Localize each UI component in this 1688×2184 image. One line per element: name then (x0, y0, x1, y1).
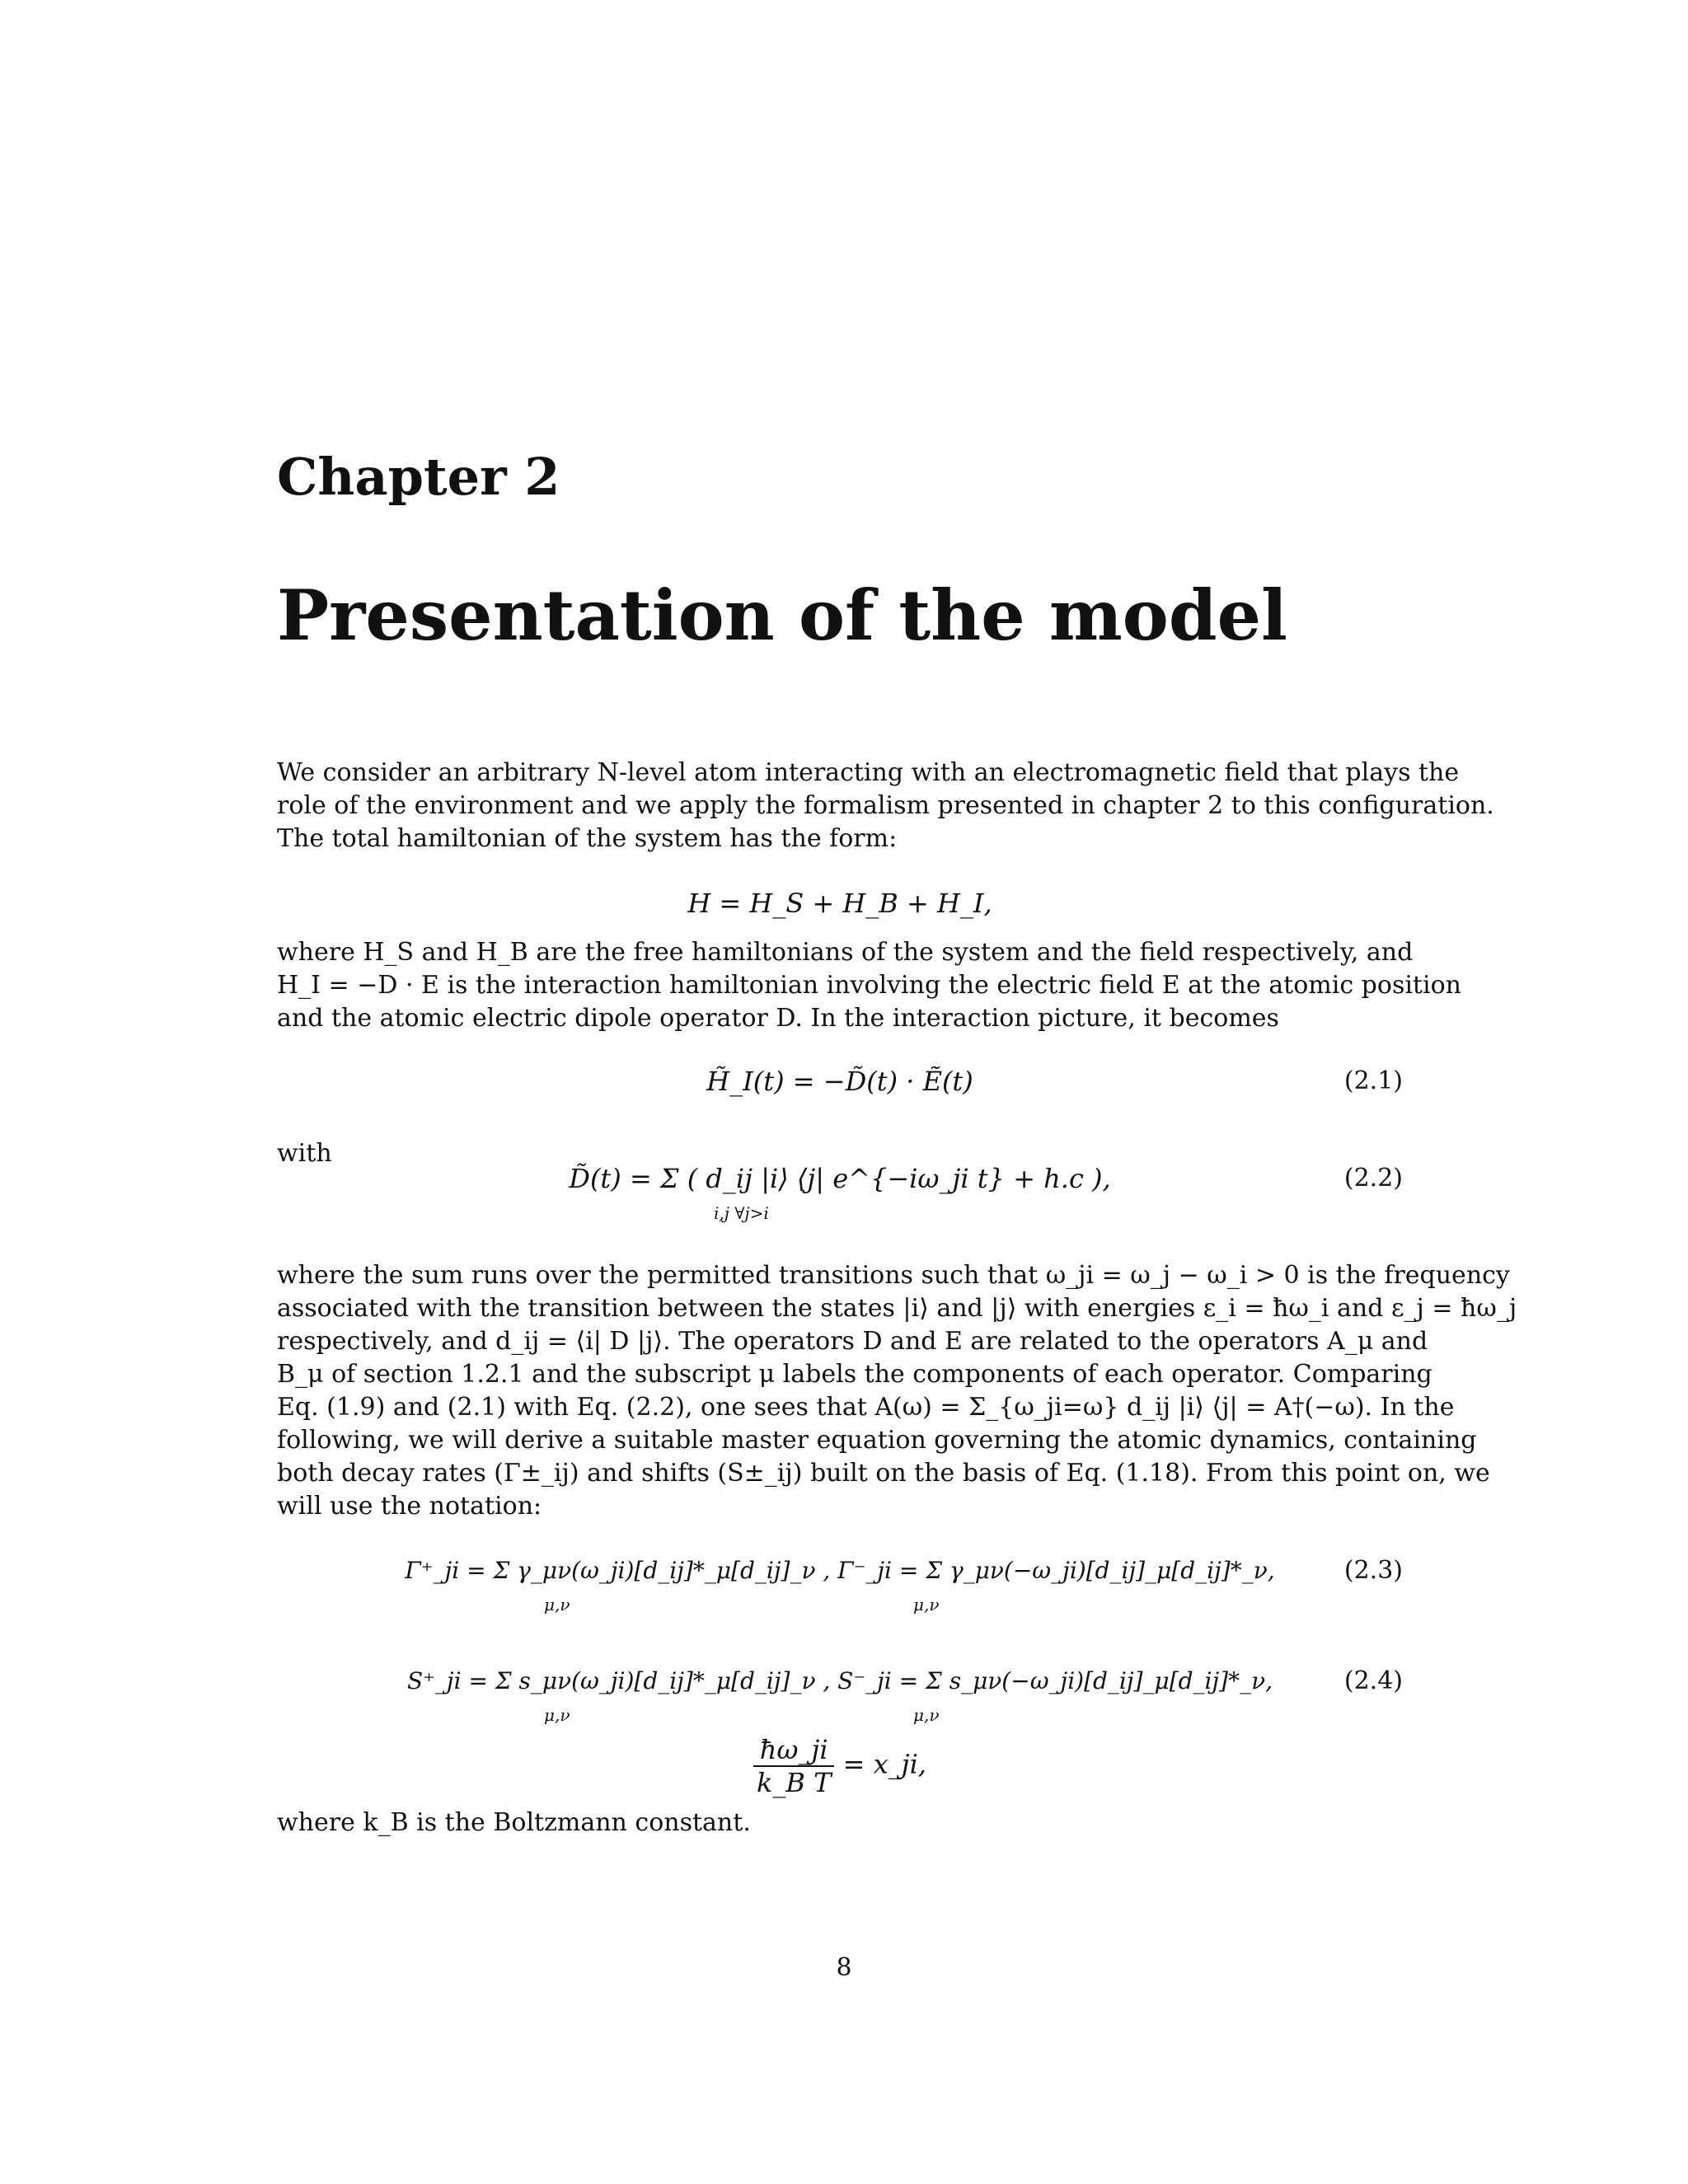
equation-body: H̃_I(t) = −D̃(t) · Ẽ(t) (706, 1066, 973, 1097)
paragraph-closing (277, 1807, 1403, 1840)
text-line: B_μ of section 1.2.1 and the subscript μ labels the components of each operator. Comparing (277, 1360, 1432, 1389)
text-line: both decay rates (Γ±_ij) and shifts (S±_ij) built on the basis of Eq. (1.18). From this point on, we (277, 1459, 1490, 1488)
text-line: where the sum runs over the permitted transitions such that ω_ji = ω_j − ω_i > 0 is the frequency (277, 1261, 1510, 1290)
text-line: following, we will derive a suitable master equation governing the atomic dynamics, containing (277, 1426, 1477, 1455)
equation-number: (2.2) (1343, 1164, 1403, 1193)
text-line: and the atomic electric dipole operator D. In the interaction picture, it becomes (277, 1004, 1279, 1033)
text-line: will use the notation: (277, 1492, 542, 1521)
chapter-title: Presentation of the model (277, 574, 1287, 656)
sum-subscript: μ,ν (913, 1595, 940, 1615)
text-line: The total hamiltonian of the system has the form: (277, 824, 898, 853)
fraction (753, 1734, 834, 1798)
text-line: where k_B is the Boltzmann constant. (277, 1808, 751, 1837)
text-line: respectively, and d_ij = ⟨i| D |j⟩. The operators D and E are related to the operators A_μ and (277, 1327, 1428, 1356)
sum-subscript: μ,ν (544, 1595, 570, 1615)
equation-number: (2.4) (1343, 1666, 1403, 1695)
equation-body: D̃(t) = Σ ( d_ij |i⟩ ⟨j| e^{−iω_ji t} + h.c ), (569, 1163, 1111, 1194)
paragraph-intro (277, 757, 1494, 855)
text-line: We consider an arbitrary N-level atom interacting with an electromagnetic field that plays the (277, 758, 1460, 787)
equation-rhs: = x_ji, (842, 1748, 926, 1780)
equation-total-hamiltonian: H = H_S + H_B + H_I, (687, 888, 992, 919)
equation-2-4 (277, 1665, 1403, 1698)
sum-subscript: i,j ∀j>i (714, 1203, 769, 1223)
equation-2-2 (277, 1162, 1403, 1195)
text-line: where H_S and H_B are the free hamiltonians of the system and the field respectively, and (277, 938, 1414, 967)
fraction-numerator: ħω_ji (753, 1734, 834, 1767)
chapter-label: Chapter 2 (277, 447, 560, 507)
page-number: 8 (836, 1953, 852, 1982)
equation-body: S⁺_ji = Σ s_μν(ω_ji)[d_ij]*_μ[d_ij]_ν , S⁻_ji = Σ s_μν(−ω_ji)[d_ij]_μ[d_ij]*_ν, (406, 1667, 1273, 1694)
equation-number: (2.1) (1343, 1066, 1403, 1095)
paragraph-transitions (277, 1259, 1517, 1523)
text-line: role of the environment and we apply the formalism presented in chapter 2 to this configuration. (277, 791, 1494, 820)
sum-subscript: μ,ν (544, 1705, 570, 1725)
equation-body: Γ⁺_ji = Σ γ_μν(ω_ji)[d_ij]*_μ[d_ij]_ν , Γ⁻_ji = Σ γ_μν(−ω_ji)[d_ij]_μ[d_ij]*_ν, (405, 1557, 1275, 1584)
fraction-denominator: k_B T (757, 1767, 832, 1798)
text-line: Eq. (1.9) and (2.1) with Eq. (2.2), one sees that A(ω) = Σ_{ω_ji=ω} d_ij |i⟩ ⟨j| = A†(−ω). In the (277, 1393, 1455, 1422)
with-label: with (277, 1139, 332, 1168)
text-line: associated with the transition between the states |i⟩ and |j⟩ with energies ε_i = ħω_i and ε_j = ħω_j (277, 1294, 1517, 1323)
paragraph-hamiltonian (277, 936, 1461, 1035)
equation-number: (2.3) (1343, 1556, 1403, 1585)
equation-x-definition (277, 1734, 1403, 1798)
text-line: H_I = −D · E is the interaction hamiltonian involving the electric field E at the atomic position (277, 971, 1461, 1000)
sum-subscript: μ,ν (913, 1705, 940, 1725)
equation-2-3 (277, 1554, 1403, 1587)
equation-2-1 (277, 1065, 1403, 1098)
